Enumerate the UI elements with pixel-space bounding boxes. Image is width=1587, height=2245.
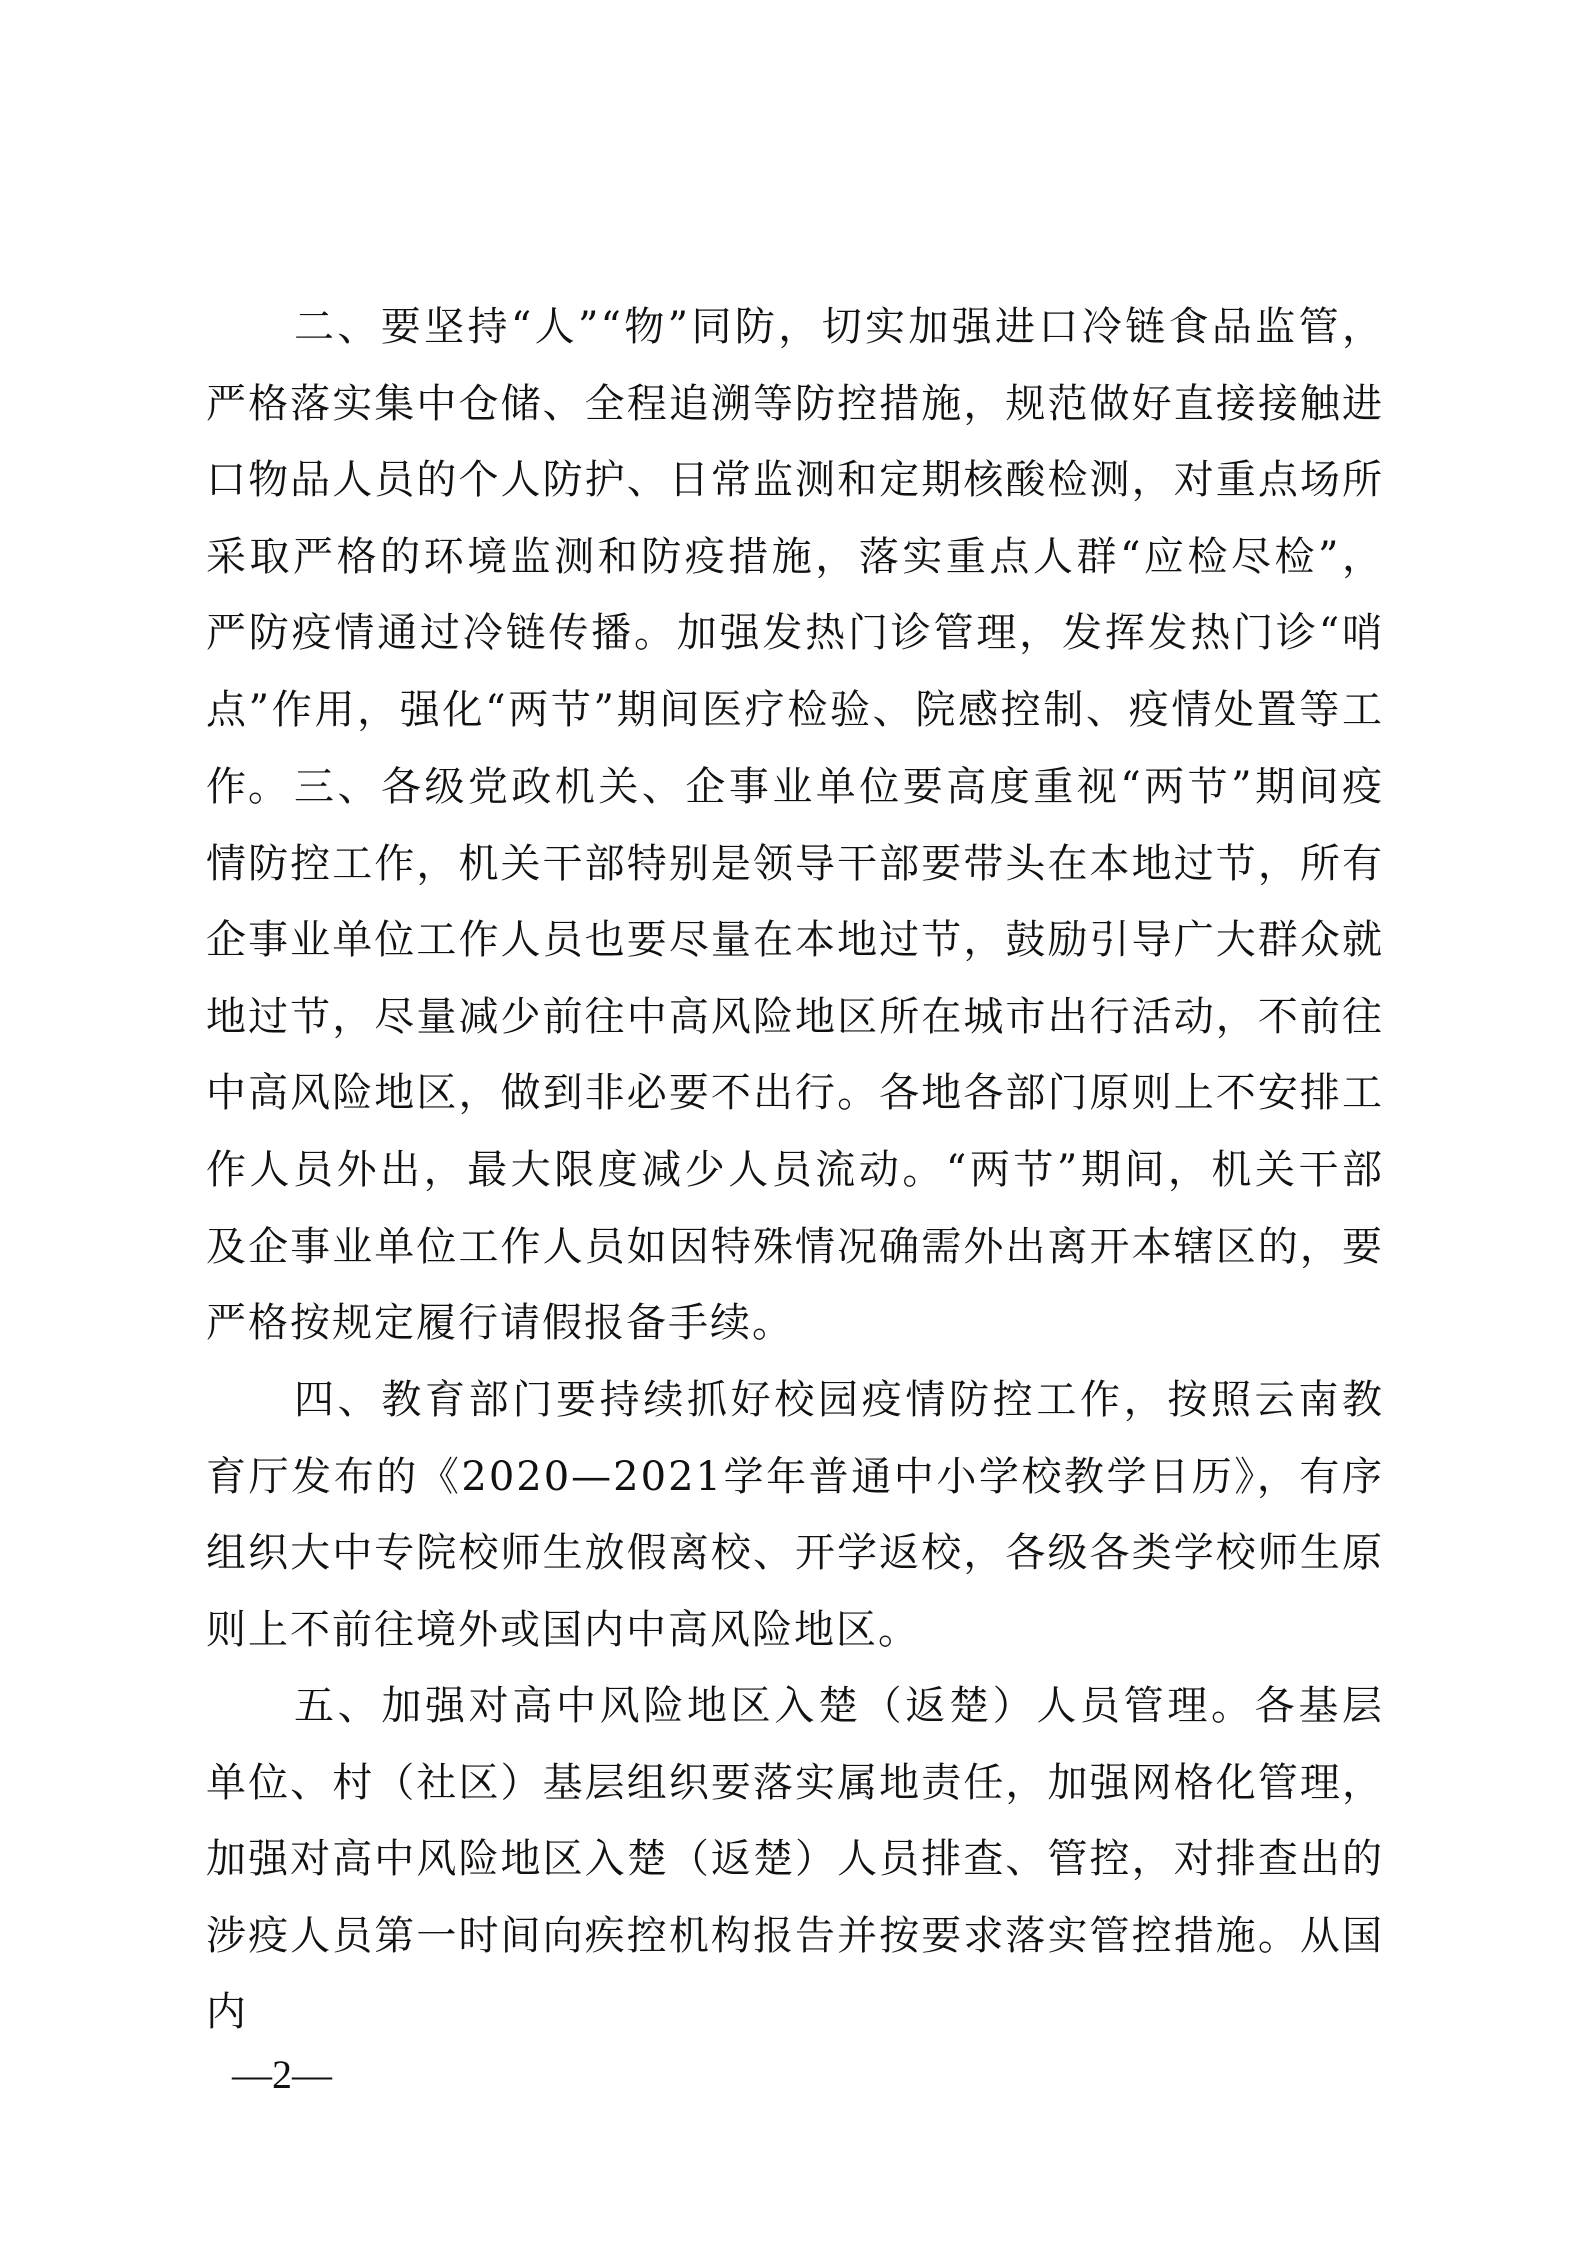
page-number: —2—: [232, 2052, 332, 2097]
paragraph-section-4: 四、教育部门要持续抓好校园疫情防控工作，按照云南教育厅发布的《2020—2021学年普通中小学校教学日历》，有序组织大中专院校师生放假离校、开学返校，各级各类学校师生原则上不前往境外或国内中高风险地区。: [206, 1377, 1384, 1653]
paragraph-section-5: 五、加强对高中风险地区入楚（返楚）人员管理。各基层单位、村（社区）基层组织要落实属地责任，加强网格化管理，加强对高中风险地区入楚（返楚）人员排查、管控，对排查出的涉疫人员第一时间向疾控机构报告并按要求落实管控措施。从国内: [206, 1683, 1384, 2036]
paragraph-section-3: 三、各级党政机关、企事业单位要高度重视“两节”期间疫情防控工作，机关干部特别是领导干部要带头在本地过节，所有企事业单位工作人员也要尽量在本地过节，鼓励引导广大群众就地过节，尽量减少前往中高风险地区所在城市出行活动，不前往中高风险地区，做到非必要不出行。各地各部门原则上不安排工作人员外出，最大限度减少人员流动。“两节”期间，机关干部及企事业单位工作人员如因特殊情况确需外出离开本辖区的，要严格按规定履行请假报备手续。: [206, 764, 1384, 1347]
paragraph-section-2: 二、要坚持“人”“物”同防，切实加强进口冷链食品监管，严格落实集中仓储、全程追溯等防控措施，规范做好直接接触进口物品人员的个人防护、日常监测和定期核酸检测，对重点场所采取严格的环境监测和防疫措施，落实重点人群“应检尽检”，严防疫情通过冷链传播。加强发热门诊管理，发挥发热门诊“哨点”作用，强化“两节”期间医疗检验、院感控制、疫情处置等工作。: [206, 304, 1384, 810]
